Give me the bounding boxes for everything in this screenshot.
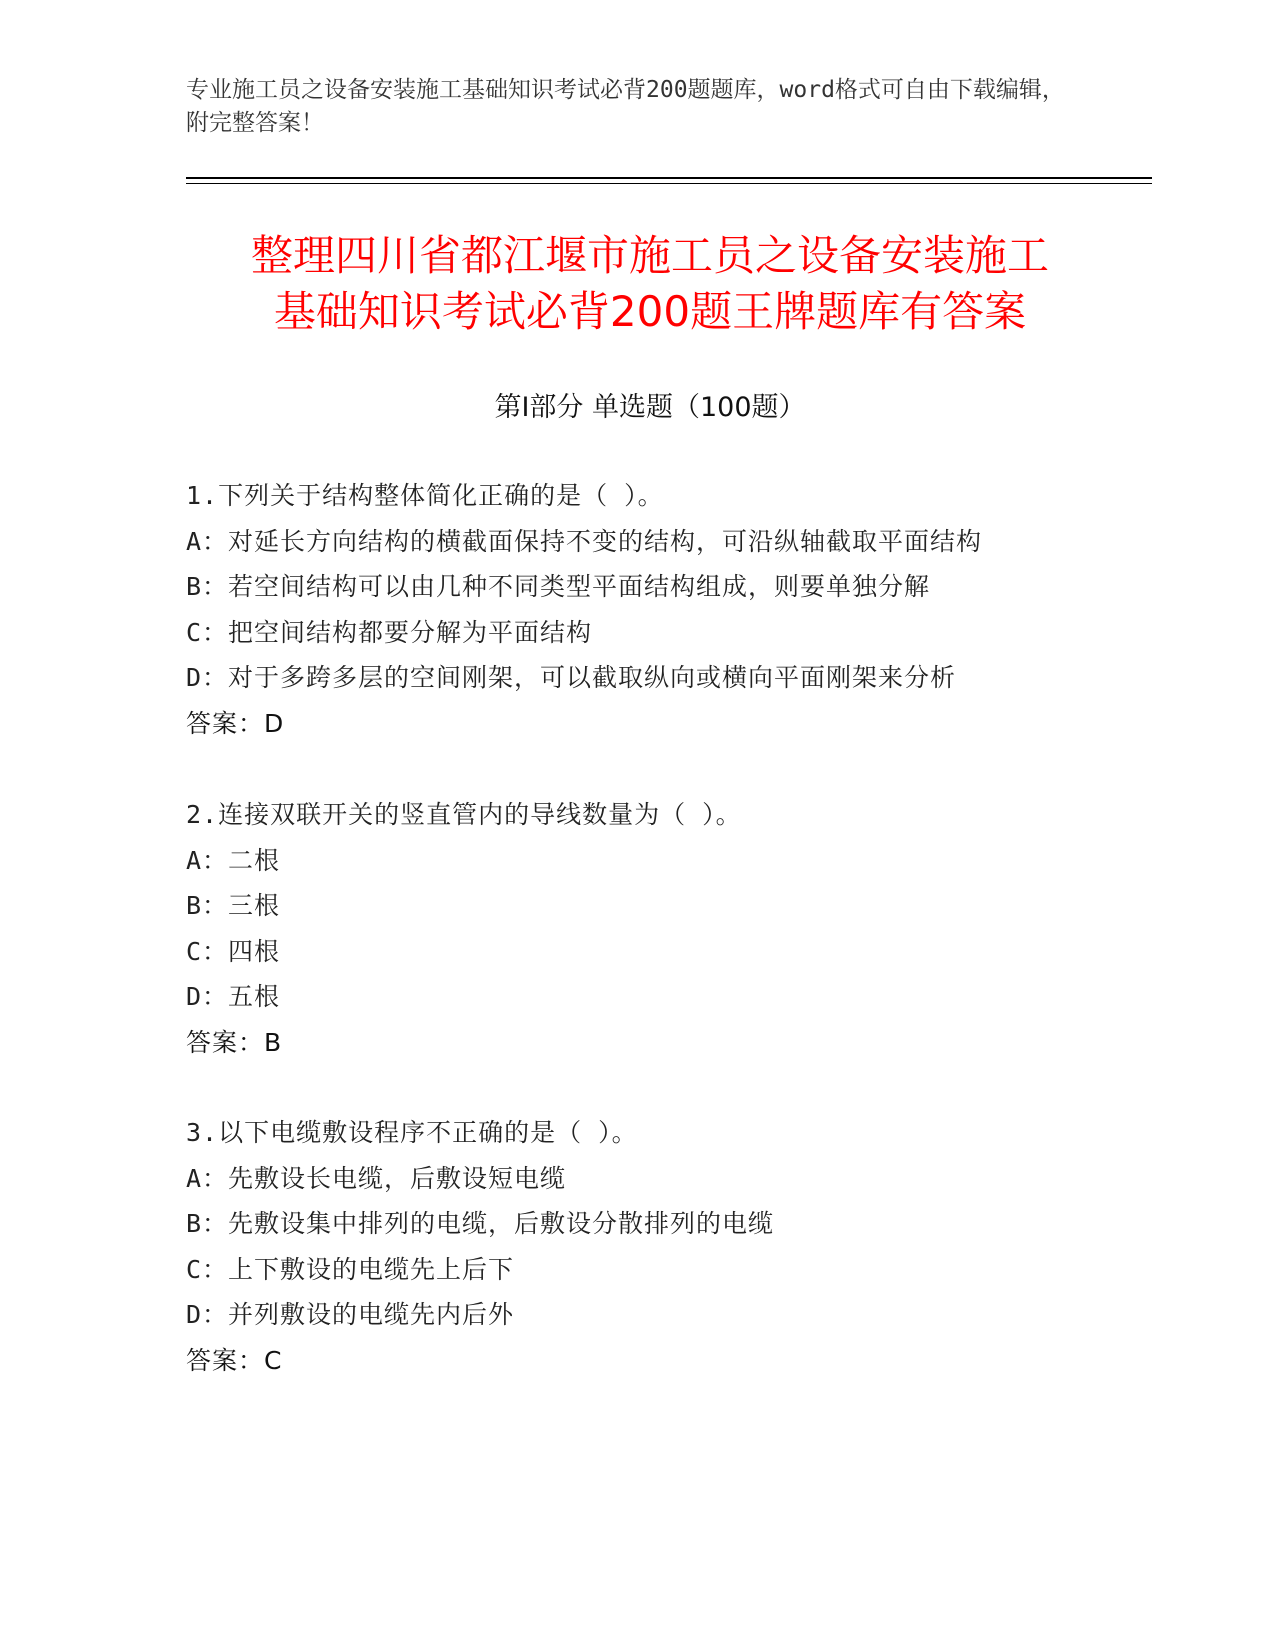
answer: 答案：B	[186, 1027, 283, 1057]
question-stem: 2.连接双联开关的竖直管内的导线数量为（ ）。	[186, 800, 742, 829]
header-note: 专业施工员之设备安装施工基础知识考试必背200题题库，word格式可自由下载编辑，附完整答案！	[186, 77, 1065, 136]
option-d: D：对于多跨多层的空间刚架，可以截取纵向或横向平面刚架来分析	[186, 663, 957, 692]
answer: 答案：C	[186, 1345, 283, 1375]
document-title	[150, 228, 1150, 340]
option-c: C：四根	[186, 936, 281, 966]
title-line-1: 整理四川省都江堰市施工员之设备安装施工	[250, 231, 1049, 280]
question-stem: 3.以下电缆敷设程序不正确的是（ ）。	[186, 1118, 638, 1147]
option-b: B：若空间结构可以由几种不同类型平面结构组成，则要单独分解	[186, 572, 931, 601]
question-1	[186, 473, 1146, 746]
question-3	[186, 1110, 1146, 1383]
answer: 答案：D	[186, 708, 285, 738]
option-a: A：二根	[186, 845, 281, 875]
option-c: C：上下敷设的电缆先上后下	[186, 1254, 515, 1284]
option-d: D：并列敷设的电缆先内后外	[186, 1300, 515, 1329]
title-line-2: 基础知识考试必背200题王牌题库有答案	[273, 287, 1027, 336]
section-title: 第Ⅰ部分 单选题（100题）	[494, 392, 806, 423]
header-divider-thick	[186, 177, 1152, 179]
option-a: A：先敷设长电缆，后敷设短电缆	[186, 1163, 567, 1193]
option-b: B：先敷设集中排列的电缆，后敷设分散排列的电缆	[186, 1209, 775, 1238]
question-stem: 1.下列关于结构整体简化正确的是（ ）。	[186, 481, 664, 510]
option-c: C：把空间结构都要分解为平面结构	[186, 617, 593, 647]
option-a: A：对延长方向结构的横截面保持不变的结构，可沿纵轴截取平面结构	[186, 526, 983, 556]
header-divider-thin	[186, 183, 1152, 184]
option-d: D：五根	[186, 982, 281, 1011]
question-2	[186, 792, 1146, 1065]
option-b: B：三根	[186, 891, 281, 920]
